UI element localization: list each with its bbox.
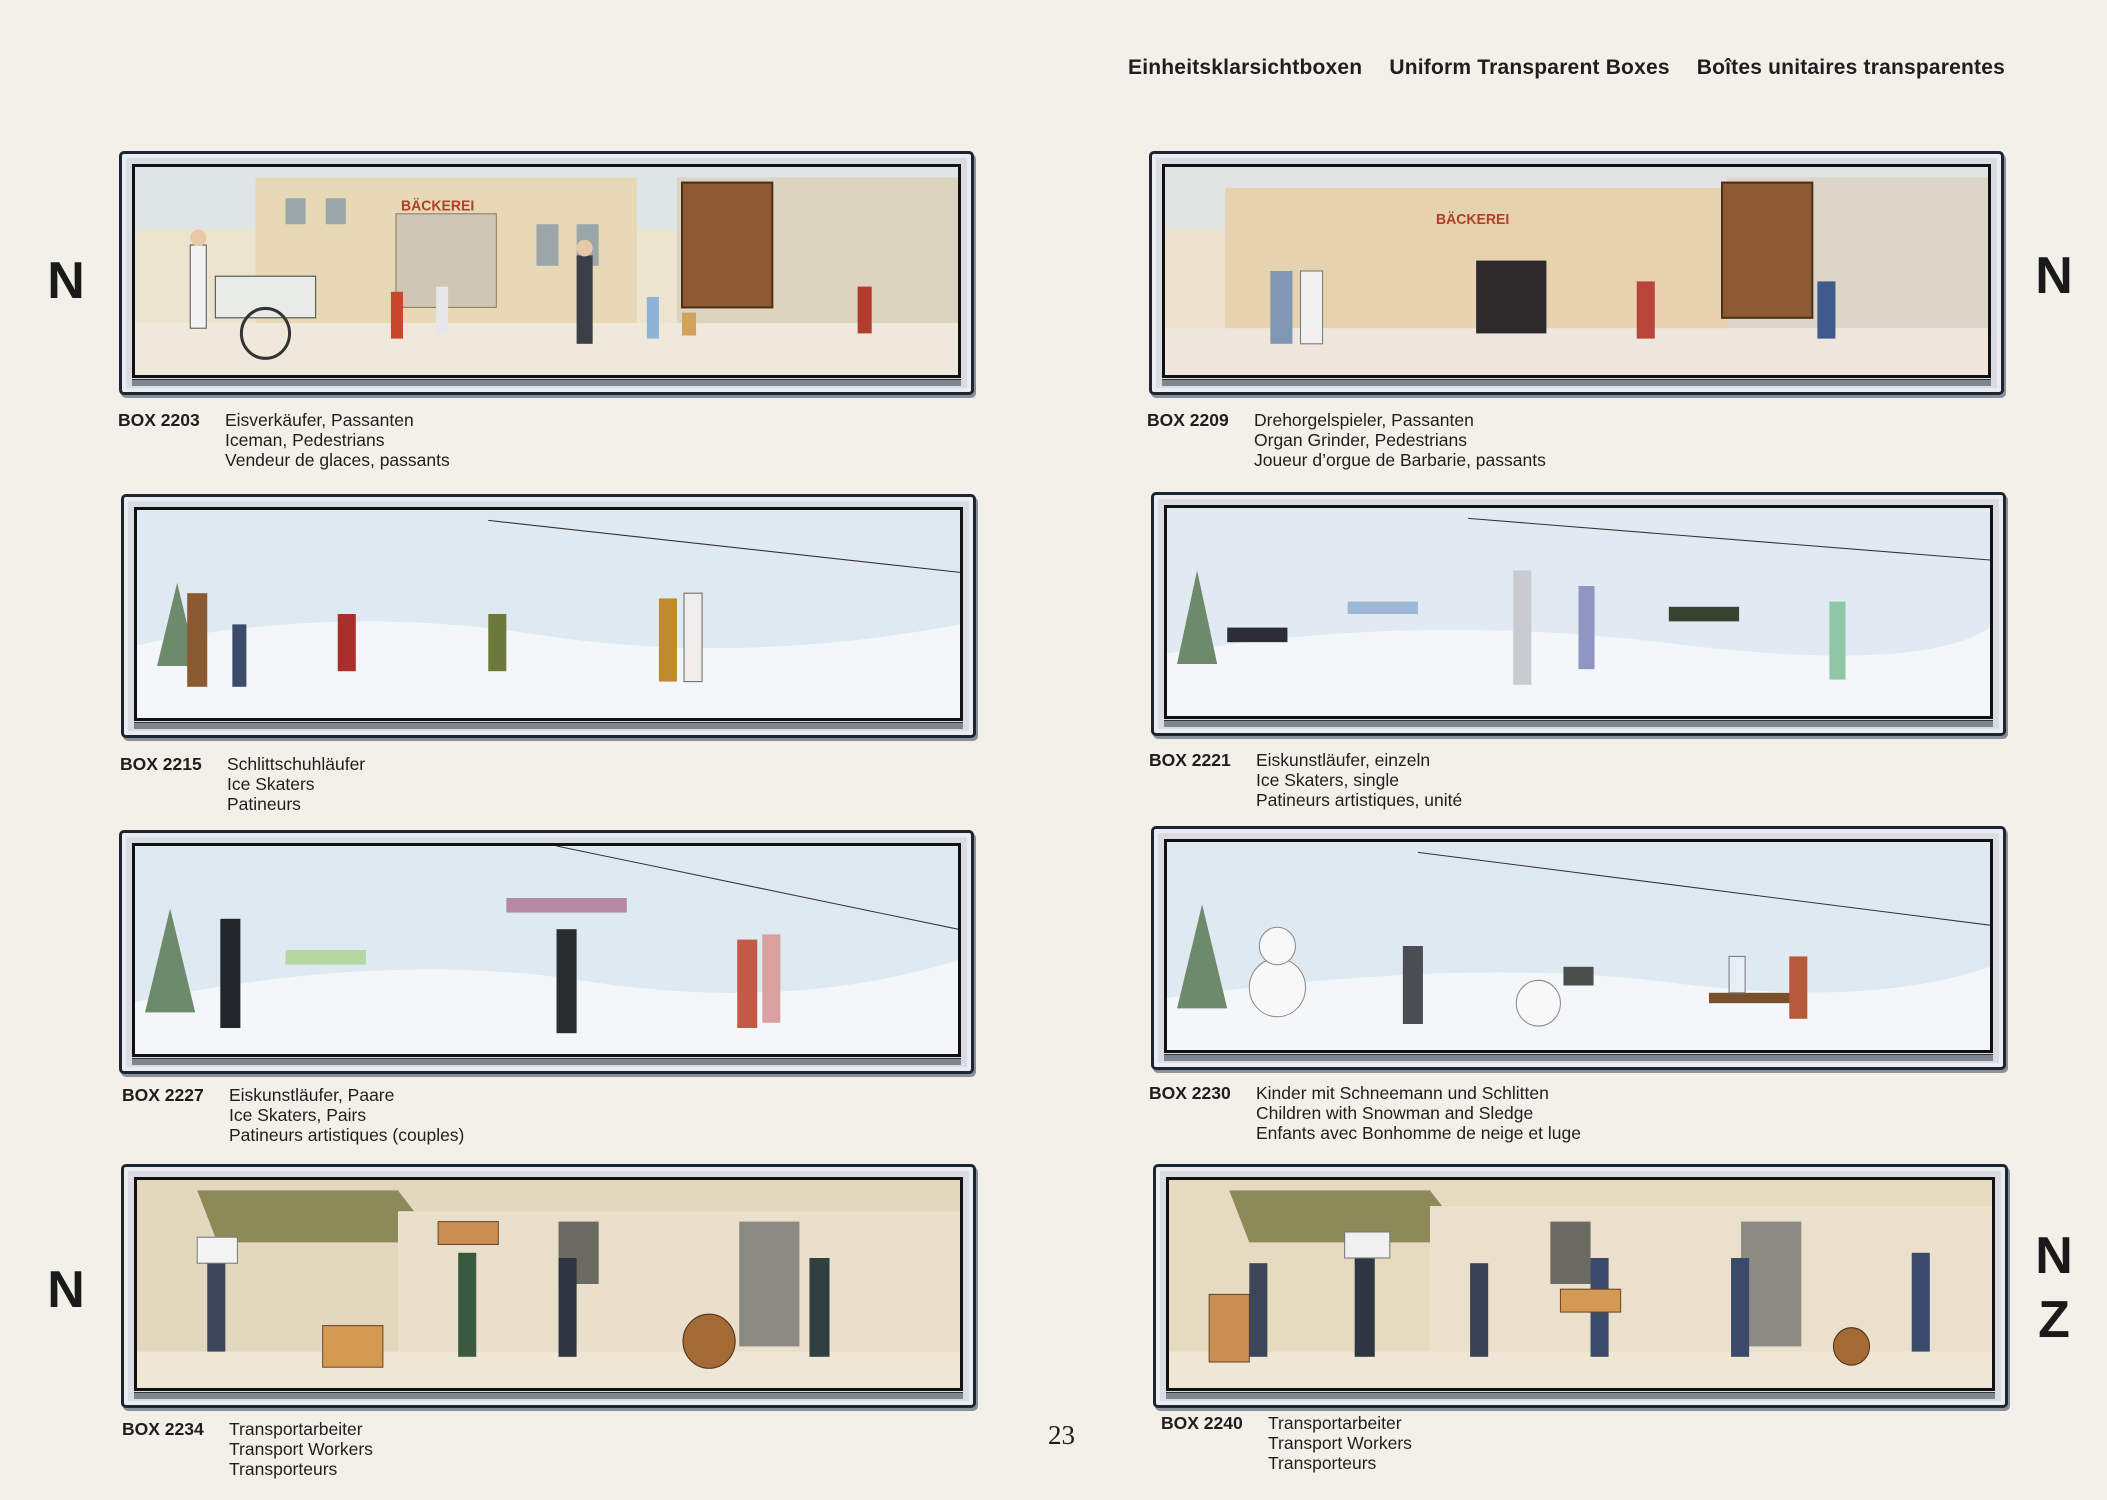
- caption-de: Eiskunstläufer, einzeln: [1256, 750, 1431, 770]
- scale-marker-n-right-top: N: [2035, 247, 2073, 305]
- box-2227-image: [119, 830, 974, 1074]
- scale-marker-n-left-bottom: N: [47, 1261, 85, 1319]
- caption-fr: Joueur d’orgue de Barbarie, passants: [1254, 450, 1546, 470]
- scale-marker-z-right-bottom: Z: [2038, 1291, 2070, 1349]
- caption-box-2234: [122, 1419, 373, 1479]
- header-german: Einheitsklarsichtboxen: [1128, 56, 1363, 79]
- caption-box-2240: [1161, 1413, 1412, 1473]
- caption-box-2221: [1149, 750, 1462, 810]
- caption-en: Ice Skaters, Pairs: [229, 1105, 367, 1125]
- caption-fr: Enfants avec Bonhomme de neige et luge: [1256, 1123, 1581, 1143]
- caption-en: Iceman, Pedestrians: [225, 430, 385, 450]
- caption-fr: Patineurs artistiques (couples): [229, 1125, 465, 1145]
- caption-de: Eisverkäufer, Passanten: [225, 410, 414, 430]
- caption-en: Ice Skaters: [227, 774, 315, 794]
- caption-en: Children with Snowman and Sledge: [1256, 1103, 1534, 1123]
- caption-de: Transportarbeiter: [1268, 1413, 1402, 1433]
- shop-sign-text: BÄCKEREI: [400, 198, 475, 215]
- caption-de: Kinder mit Schneemann und Schlitten: [1256, 1083, 1549, 1103]
- header-french: Boîtes unitaires transparentes: [1696, 56, 2005, 79]
- box-2230-image: [1151, 826, 2006, 1070]
- caption-fr: Transporteurs: [229, 1459, 338, 1479]
- box-code: BOX 2209: [1147, 410, 1229, 430]
- caption-fr: Transporteurs: [1268, 1453, 1377, 1473]
- box-2221-image: [1151, 492, 2006, 736]
- caption-de: Transportarbeiter: [229, 1419, 363, 1439]
- caption-box-2209: [1147, 410, 1546, 470]
- caption-de: Eiskunstläufer, Paare: [229, 1085, 395, 1105]
- box-code: BOX 2240: [1161, 1413, 1243, 1433]
- box-2215-image: [121, 494, 976, 738]
- scale-marker-n-right-bottom: N: [2035, 1227, 2073, 1285]
- box-code: BOX 2215: [120, 754, 202, 774]
- page-number: 23: [1048, 1420, 1075, 1450]
- caption-en: Organ Grinder, Pedestrians: [1254, 430, 1468, 450]
- caption-box-2227: [122, 1085, 464, 1145]
- scale-marker-n-left-top: N: [47, 252, 85, 310]
- box-2203-image: [119, 151, 974, 395]
- page-header: [1128, 56, 2005, 80]
- box-code: BOX 2234: [122, 1419, 204, 1439]
- caption-de: Schlittschuhläufer: [227, 754, 366, 774]
- caption-box-2215: [120, 754, 365, 814]
- caption-en: Transport Workers: [229, 1439, 373, 1459]
- caption-de: Drehorgelspieler, Passanten: [1254, 410, 1474, 430]
- header-english: Uniform Transparent Boxes: [1389, 56, 1670, 79]
- box-code: BOX 2203: [118, 410, 200, 430]
- box-code: BOX 2227: [122, 1085, 204, 1105]
- box-2240-image: [1153, 1164, 2008, 1408]
- caption-en: Transport Workers: [1268, 1433, 1412, 1453]
- box-code: BOX 2230: [1149, 1083, 1231, 1103]
- caption-fr: Patineurs: [227, 794, 301, 814]
- caption-box-2203: [118, 410, 450, 470]
- box-2209-image: [1149, 151, 2004, 395]
- caption-en: Ice Skaters, single: [1256, 770, 1399, 790]
- box-code: BOX 2221: [1149, 750, 1231, 770]
- caption-fr: Patineurs artistiques, unité: [1256, 790, 1463, 810]
- box-2234-image: [121, 1164, 976, 1408]
- caption-fr: Vendeur de glaces, passants: [225, 450, 450, 470]
- shop-sign-text-2: BÄCKEREI: [1435, 211, 1510, 229]
- caption-box-2230: [1149, 1083, 1581, 1143]
